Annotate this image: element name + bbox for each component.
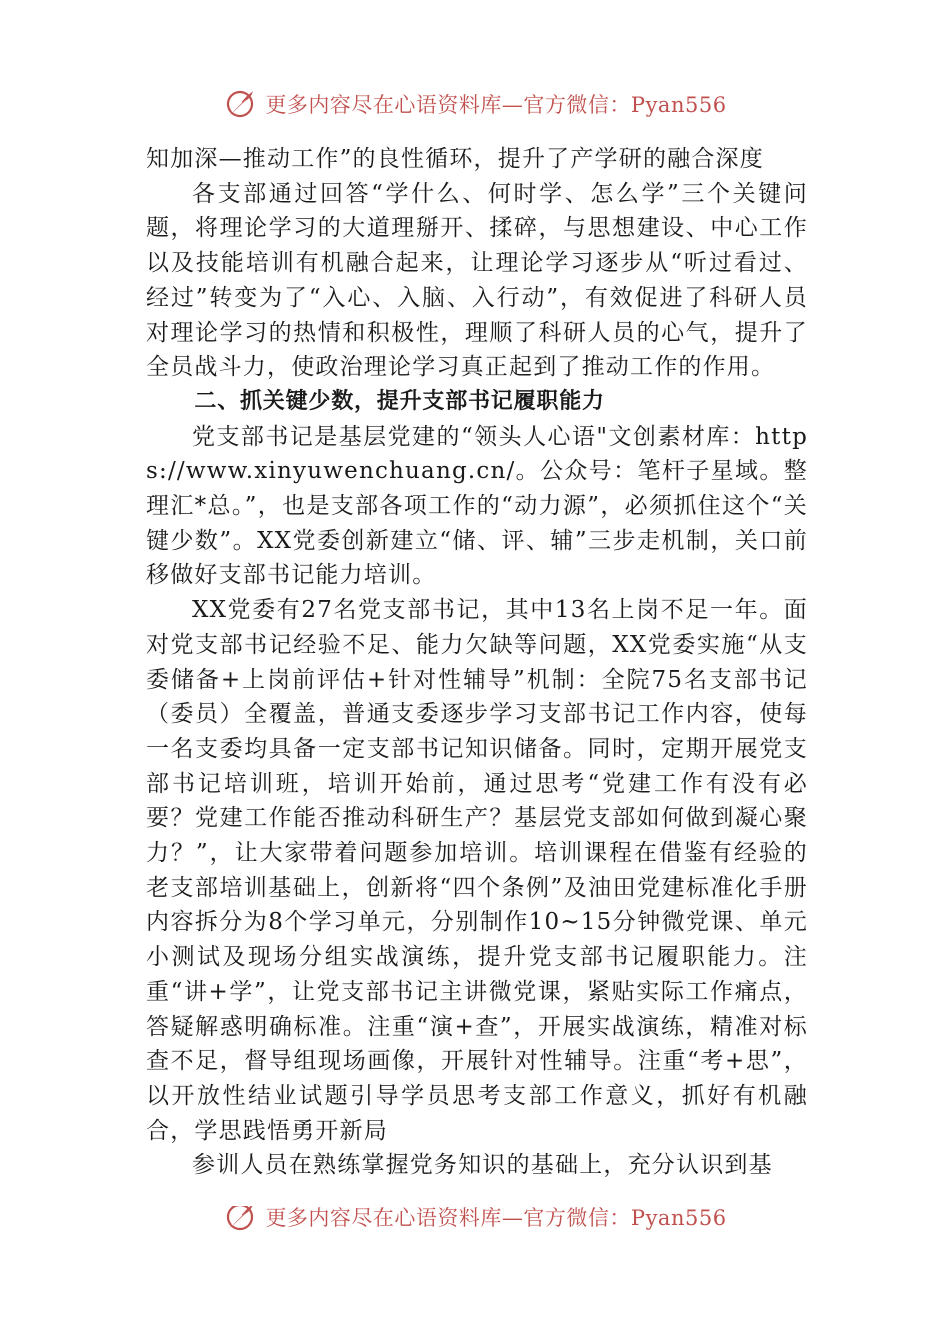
section-heading-2: 二、抓关键少数，提升支部书记履职能力 bbox=[194, 388, 605, 414]
paragraph-training-mechanism: XX党委有27名党支部书记，其中13名上岗不足一年。面对党支部书记经验不足、能力欠缺等问题，XX党委实施“从支委储备+上岗前评估+针对性辅导”机制：全院75名支部书记（委员）全覆盖，普通支委逐步学习支部书记工作内容，使每一名支委均具备一定支部书记知识储备。同时，定期开展党支部书记培训班，培训开始前，通过思考“党建工作有没有必要？党建工作能否推动科研生产？基层党支部如何做到凝心聚力？”，让大家带着问题参加培训。培训课程在借鉴有经验的老支部培训基础上，创新将“四个条例”及油田党建标准化手册内容拆分为8个学习单元，分别制作10~15分钟微党课、单元小测试及现场分组实战演练，提升党支部书记履职能力。注重“讲+学”，让党支部书记主讲微党课，紧贴实际工作痛点，答疑解惑明确标准。注重“演+查”，开展实战演练，精准对标查不足，督导组现场画像，开展针对性辅导。注重“考+思”，以开放性结业试题引导学员思考支部工作意义，抓好有机融合，学思践悟勇开新局 bbox=[146, 597, 808, 1144]
footer-watermark-banner bbox=[0, 1206, 950, 1240]
document-body bbox=[146, 142, 808, 1183]
quill-logo-icon bbox=[223, 1206, 257, 1234]
footer-watermark-text: 更多内容尽在心语资料库—官方微信：Pyan556 bbox=[265, 1206, 727, 1230]
quill-logo-icon bbox=[223, 87, 257, 121]
paragraph-trainees: 参训人员在熟练掌握党务知识的基础上，充分认识到基 bbox=[192, 1152, 773, 1179]
paragraph-branch-secretary: 党支部书记是基层党建的“领头人心语"文创素材库：https://www.xinyuwenchuang.cn/。公众号：笔杆子星域。整理汇*总。”，也是支部各项工作的“动力源”，必须抓住这个“关键少数”。XX党委创新建立“储、评、辅”三步走机制，关口前移做好支部书记能力培训。 bbox=[146, 423, 808, 589]
paragraph-theory-study: 各支部通过回答“学什么、何时学、怎么学”三个关键问题，将理论学习的大道理掰开、揉碎，与思想建设、中心工作以及技能培训有机融合起来，让理论学习逐步从“听过看过、经过”转变为了“入心、入脑、入行动”，有效促进了科研人员对理论学习的热情和积极性，理顺了科研人员的心气，提升了全员战斗力，使政治理论学习真正起到了推动工作的作用。 bbox=[146, 180, 808, 381]
paragraph-continuation: 知加深—推动工作”的良性循环，提升了产学研的融合深度 bbox=[146, 146, 764, 172]
header-watermark-text: 更多内容尽在心语资料库—官方微信：Pyan556 bbox=[265, 93, 727, 117]
header-watermark-banner bbox=[0, 84, 950, 124]
